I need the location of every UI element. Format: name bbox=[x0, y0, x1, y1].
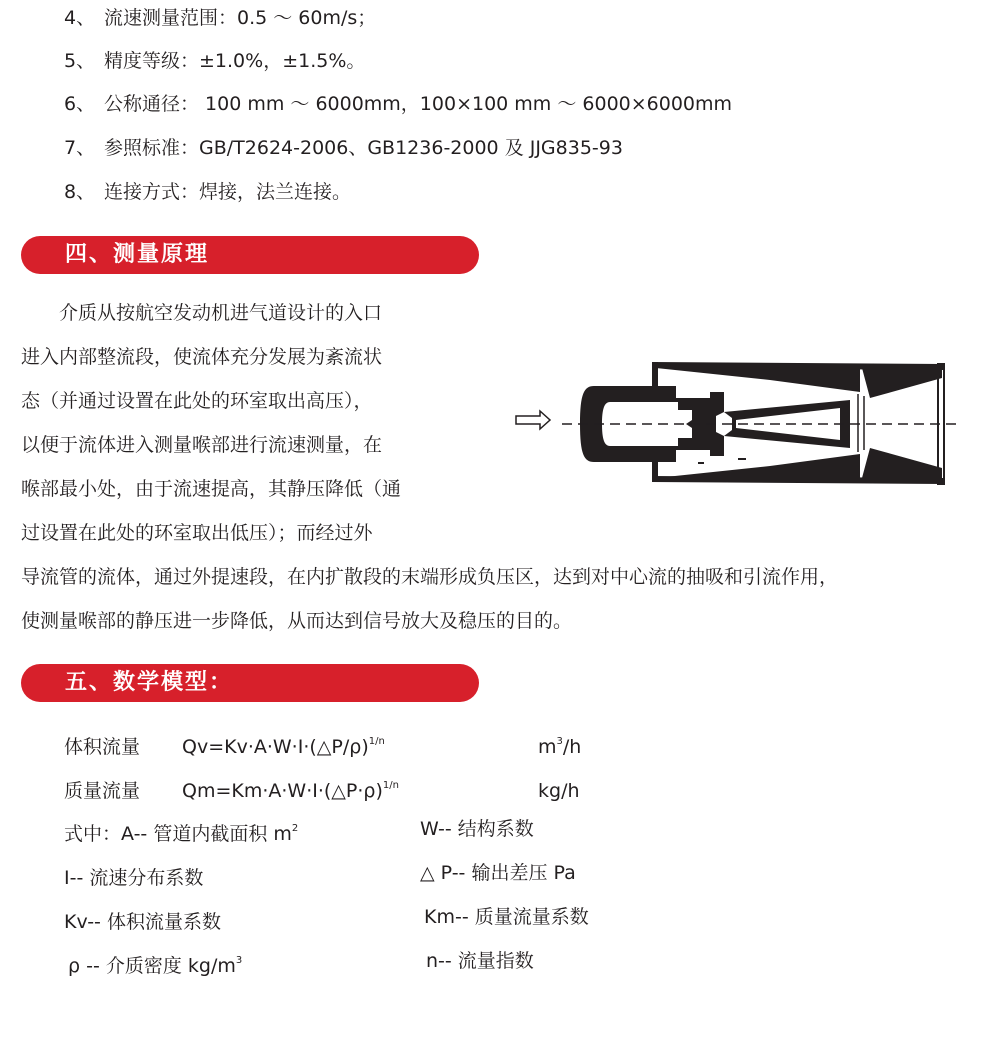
definition-differential-pressure: △ P-- 输出差压 Pa bbox=[420, 862, 576, 884]
definition-volume-coefficient: Kv-- 体积流量系数 bbox=[64, 911, 221, 933]
spec-item-6 bbox=[64, 92, 732, 116]
paragraph-line: 喉部最小处，由于流速提高，其静压降低（通 bbox=[21, 478, 402, 500]
spec-number: 6、 bbox=[64, 93, 96, 115]
spec-item-5 bbox=[64, 49, 365, 73]
definition-density: ρ -- 介质密度 $kg/m^3$ bbox=[68, 955, 243, 977]
paragraph-line: 过设置在此处的环室取出低压）；而经过外 bbox=[21, 522, 373, 544]
definition-velocity-distribution: I-- 流速分布系数 bbox=[64, 867, 204, 889]
pressure-tap bbox=[738, 458, 746, 460]
formula-expression: Qm=Km·A·W·I·(△P·ρ)$^{1/n}$ bbox=[182, 780, 399, 802]
section-heading-measurement-principle: 四、测量原理 bbox=[21, 236, 479, 274]
spec-text: 连接方式：焊接，法兰连接。 bbox=[104, 181, 352, 203]
definition-mass-coefficient: Km-- 质量流量系数 bbox=[424, 906, 589, 928]
paragraph-line: 导流管的流体，通过外提速段，在内扩散段的末端形成负压区，达到对中心流的抽吸和引流作用， bbox=[21, 566, 839, 588]
formula-label: 体积流量 bbox=[64, 736, 141, 758]
spec-text: 流速测量范围：0.5 ～ 60m/s； bbox=[104, 7, 377, 29]
outer-housing-left-top bbox=[652, 362, 658, 386]
formula-mass-flow bbox=[64, 774, 624, 802]
paragraph-line: 进入内部整流段，使流体充分发展为紊流状 bbox=[21, 346, 383, 368]
paragraph-line: 使测量喉部的静压进一步降低，从而达到信号放大及稳压的目的。 bbox=[21, 610, 573, 632]
formula-expression: Qv=Kv·A·W·I·(△P/ρ)$^{1/n}$ bbox=[182, 736, 385, 758]
formula-unit: $m^3/h$ bbox=[538, 736, 582, 758]
spec-number: 4、 bbox=[64, 7, 96, 29]
definition-structure-coefficient: W-- 结构系数 bbox=[420, 818, 534, 840]
upper-diffuser-wedge bbox=[656, 368, 860, 392]
flow-direction-arrow bbox=[516, 411, 550, 429]
definition-area: 式中：A-- 管道内截面积 $m^2$ bbox=[64, 823, 299, 845]
spec-item-7 bbox=[64, 136, 623, 160]
pressure-tap bbox=[698, 462, 704, 464]
spec-number: 7、 bbox=[64, 137, 96, 159]
paragraph-line: 态（并通过设置在此处的环室取出高压）， bbox=[21, 390, 373, 412]
bell-mouth-upper bbox=[862, 368, 942, 398]
definition-flow-exponent: n-- 流量指数 bbox=[426, 950, 534, 972]
bell-mouth-lower bbox=[862, 448, 942, 478]
outer-housing-left-bottom bbox=[652, 462, 658, 482]
paragraph-line: 以便于流体进入测量喉部进行流速测量，在 bbox=[21, 434, 383, 456]
formula-label: 质量流量 bbox=[64, 780, 141, 802]
formula-exponent: 1/n bbox=[368, 736, 385, 747]
spec-text: 公称通径： 100 mm ～ 6000mm，100×100 mm ～ 6000×6000mm bbox=[104, 93, 733, 115]
spec-number: 5、 bbox=[64, 50, 96, 72]
paragraph-line: 介质从按航空发动机进气道设计的入口 bbox=[21, 302, 383, 324]
spec-item-4 bbox=[64, 6, 376, 30]
spec-item-8 bbox=[64, 180, 351, 204]
formula-unit: kg/h bbox=[538, 780, 580, 802]
flow-tube-diagram bbox=[510, 358, 960, 490]
spec-number: 8、 bbox=[64, 181, 96, 203]
formula-volume-flow bbox=[64, 730, 624, 758]
spec-text: 参照标准：GB/T2624-2006、GB1236-2000 及 JJG835-93 bbox=[104, 137, 623, 159]
spec-text: 精度等级：±1.0%，±1.5%。 bbox=[104, 50, 366, 72]
lower-diffuser-wedge bbox=[656, 454, 860, 478]
formula-exponent: 1/n bbox=[382, 780, 399, 791]
section-heading-mathematical-model: 五、数学模型： bbox=[21, 664, 479, 702]
